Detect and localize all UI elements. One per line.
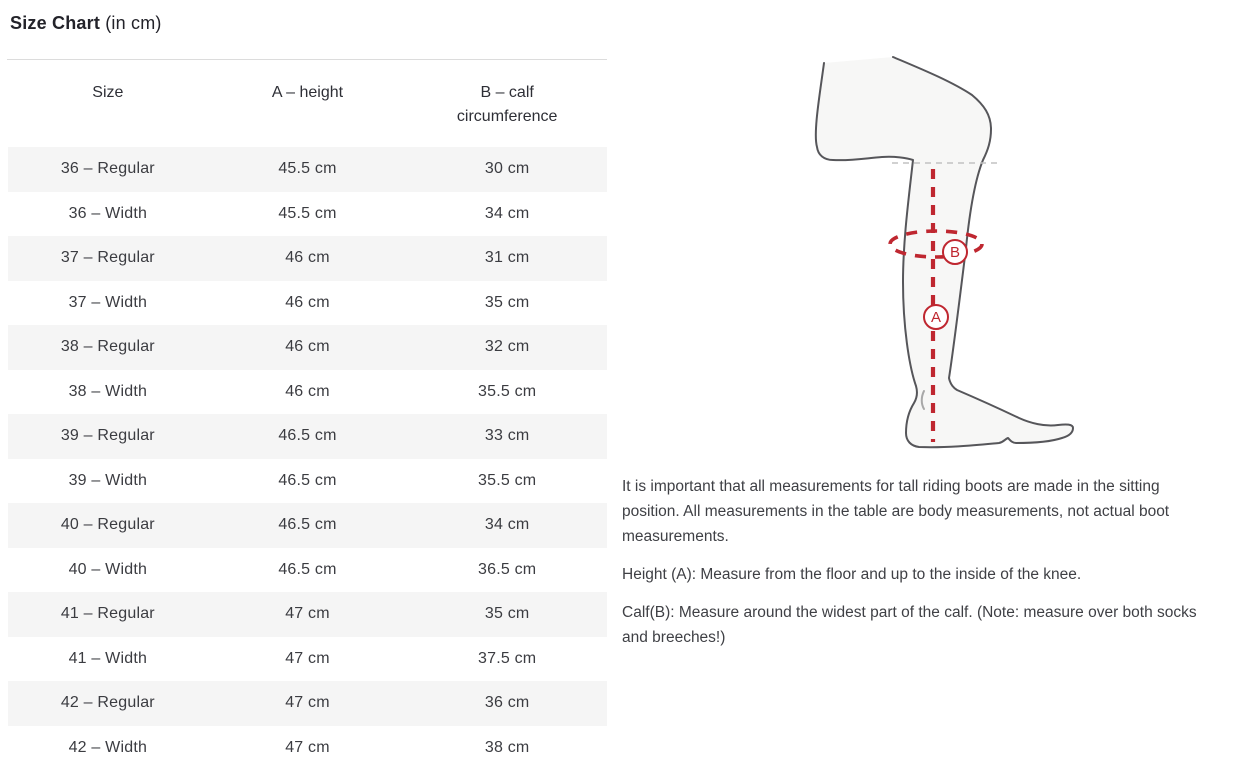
- table-row: [8, 192, 607, 237]
- cell-calf: 37.5 cm: [478, 649, 537, 667]
- column-header-calf: B – calf circumference: [456, 84, 558, 125]
- cell-size: 36 – Width: [68, 204, 148, 222]
- measurement-notes: [622, 474, 1216, 663]
- cell-height: 46 cm: [285, 382, 330, 400]
- cell-size: 42 – Width: [68, 738, 148, 756]
- table-row: [8, 548, 607, 593]
- table-row: [8, 726, 607, 771]
- cell-size: 39 – Regular: [60, 427, 155, 445]
- table-row: [8, 681, 607, 726]
- table-row: [8, 414, 607, 459]
- table-row: [8, 325, 607, 370]
- note-intro: It is important that all measurements for tall riding boots are made in the sitting position. All measurements in the table are body measurements, not actual boot measurements.: [622, 478, 1170, 545]
- cell-calf: 35.5 cm: [478, 382, 537, 400]
- cell-height: 45.5 cm: [278, 204, 337, 222]
- cell-height: 47 cm: [285, 649, 330, 667]
- cell-size: 42 – Regular: [60, 694, 155, 712]
- cell-height: 46.5 cm: [278, 427, 337, 445]
- cell-calf: 33 cm: [484, 427, 530, 445]
- table-row: [8, 592, 607, 637]
- cell-size: 41 – Width: [68, 649, 148, 667]
- table-row: [8, 503, 607, 548]
- cell-height: 45.5 cm: [278, 160, 337, 178]
- cell-size: 39 – Width: [68, 471, 148, 489]
- page-title-suffix: (in cm): [105, 13, 162, 33]
- cell-calf: 36 cm: [484, 694, 530, 712]
- cell-calf: 35 cm: [484, 293, 530, 311]
- cell-size: 36 – Regular: [60, 160, 155, 178]
- cell-size: 41 – Regular: [60, 605, 155, 623]
- note-calf: Calf(B): Measure around the widest part of the calf. (Note: measure over both socks and breeches!): [622, 604, 1197, 646]
- cell-height: 46 cm: [285, 293, 330, 311]
- size-table-header: [8, 61, 607, 129]
- cell-calf: 34 cm: [484, 204, 530, 222]
- table-row: [8, 236, 607, 281]
- table-row: [8, 370, 607, 415]
- table-row: [8, 637, 607, 682]
- cell-height: 46 cm: [285, 249, 330, 267]
- cell-height: 47 cm: [285, 605, 330, 623]
- cell-size: 40 – Regular: [60, 516, 155, 534]
- cell-height: 46.5 cm: [278, 471, 337, 489]
- cell-size: 40 – Width: [68, 560, 148, 578]
- cell-height: 46 cm: [285, 338, 330, 356]
- title-divider: [7, 59, 607, 60]
- table-row: [8, 281, 607, 326]
- note-height: Height (A): Measure from the floor and up to the inside of the knee.: [622, 566, 1082, 583]
- column-header-height: A – height: [271, 84, 344, 101]
- cell-height: 46.5 cm: [278, 560, 337, 578]
- cell-height: 47 cm: [285, 694, 330, 712]
- table-row: [8, 147, 607, 192]
- cell-calf: 35 cm: [484, 605, 530, 623]
- column-header-size: Size: [92, 84, 124, 101]
- cell-calf: 32 cm: [484, 338, 530, 356]
- cell-size: 38 – Width: [68, 382, 148, 400]
- table-row: [8, 459, 607, 504]
- page-title-main: Size Chart: [10, 13, 101, 33]
- cell-calf: 38 cm: [484, 738, 530, 756]
- cell-height: 46.5 cm: [278, 516, 337, 534]
- cell-calf: 31 cm: [484, 249, 530, 267]
- cell-size: 38 – Regular: [60, 338, 155, 356]
- size-table-body: [8, 147, 607, 770]
- cell-calf: 36.5 cm: [478, 560, 537, 578]
- cell-height: 47 cm: [285, 738, 330, 756]
- leg-measurement-illustration: [795, 48, 1095, 458]
- cell-calf: 34 cm: [484, 516, 530, 534]
- cell-size: 37 – Regular: [60, 249, 155, 267]
- cell-calf: 35.5 cm: [478, 471, 537, 489]
- label-b-text: B: [949, 244, 961, 261]
- label-a-text: A: [930, 309, 942, 326]
- cell-calf: 30 cm: [484, 160, 530, 178]
- page-title: [10, 13, 162, 34]
- cell-size: 37 – Width: [68, 293, 148, 311]
